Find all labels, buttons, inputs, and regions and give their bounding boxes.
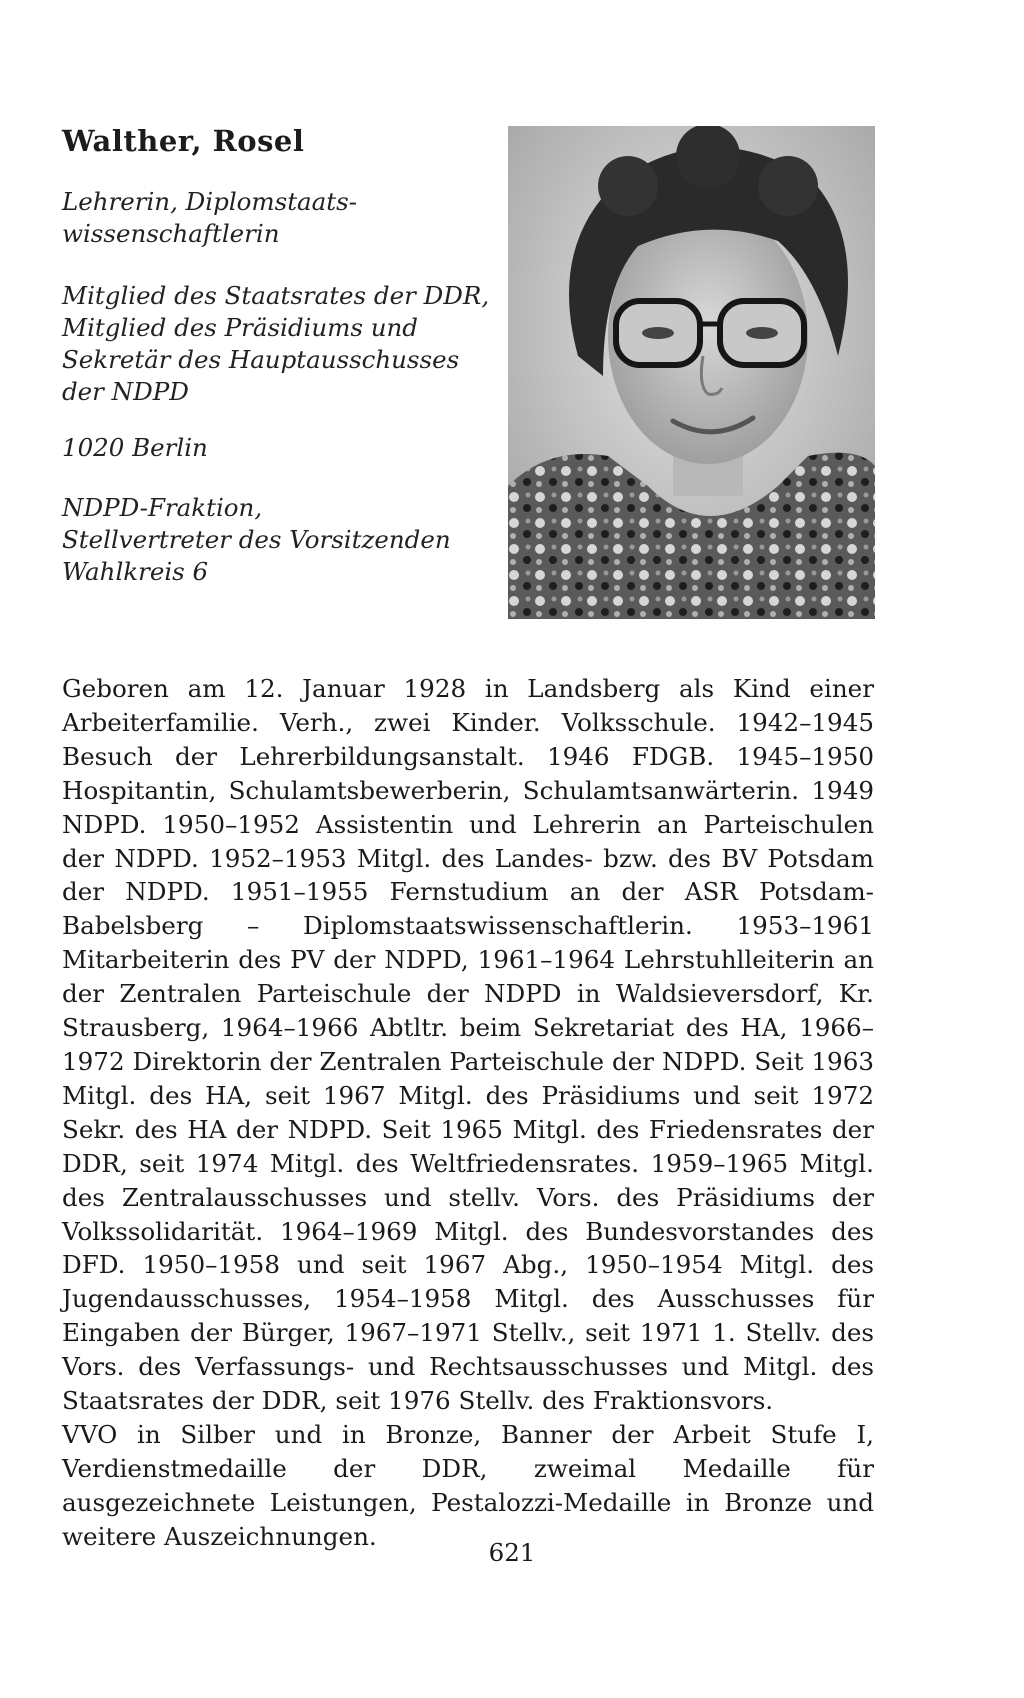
faction-line: NDPD-Fraktion,	[62, 493, 263, 522]
person-name: Walther, Rosel	[62, 124, 305, 158]
position-line: Mitglied des Staatsrates der DDR,	[62, 281, 490, 310]
faction-line: Stellvertreter des Vorsitzenden	[62, 525, 451, 554]
position-line: der NDPD	[62, 377, 189, 406]
biography	[62, 672, 874, 1554]
page-number: 621	[488, 1538, 536, 1567]
awards-paragraph: VVO in Silber und in Bronze, Banner der Arbeit Stufe I, Verdienstmedaille der DDR, zweimal Medaille für ausgezeichnete Leistungen, Pestalozzi-Medaille in Bronze und weitere Auszeichnungen.	[62, 1419, 874, 1551]
portrait-photo	[508, 126, 875, 619]
position-line: Sekretär des Hauptausschusses	[62, 345, 460, 374]
profession-line: Lehrerin, Diplomstaats-	[62, 187, 357, 216]
profession-line: wissenschaftlerin	[62, 219, 280, 248]
position-line: Mitglied des Präsidiums und	[62, 313, 418, 342]
faction-line: Wahlkreis 6	[62, 557, 209, 586]
positions	[62, 280, 489, 408]
city: 1020 Berlin	[62, 433, 208, 462]
faction	[62, 492, 451, 588]
profession	[62, 186, 357, 250]
biography-paragraph: Geboren am 12. Januar 1928 in Landsberg als Kind einer Arbeiterfamilie. Verh., zwei Kinder. Volksschule. 1942–1945 Besuch der Lehrerbildungsanstalt. 1946 FDGB. 1945–1950 Hospitantin, Schulamtsbewerberin, Schulamtsanwärterin. 1949 NDPD. 1950–1952 Assistentin und Lehrerin an Parteischulen der NDPD. 1952–1953 Mitgl. des Landes- bzw. des BV Potsdam der NDPD. 1951–1955 Fernstudium an der ASR Potsdam-Babelsberg – Diplomstaatswissenschaftlerin. 1953–1961 Mitarbeiterin des PV der NDPD, 1961–1964 Lehrstuhlleiterin an der Zentralen Parteischule der NDPD in Waldsieversdorf, Kr. Strausberg, 1964–1966 Abtltr. beim Sekretariat des HA, 1966–1972 Direktorin der Zentralen Parteischule der NDPD. Seit 1963 Mitgl. des HA, seit 1967 Mitgl. des Präsidiums und seit 1972 Sekr. des HA der NDPD. Seit 1965 Mitgl. des Friedensrates der DDR, seit 1974 Mitgl. des Weltfriedensrates. 1959–1965 Mitgl. des Zentralausschusses und stellv. Vors. des Präsidiums der Volkssolidarität. 1964–1969 Mitgl. des Bundesvorstandes des DFD. 1950–1958 und seit 1967 Abg., 1950–1954 Mitgl. des Jugendausschusses, 1954–1958 Mitgl. des Ausschusses für Eingaben der Bürger, 1967–1971 Stellv., seit 1971 1. Stellv. des Vors. des Verfassungs- und Rechtsausschusses und Mitgl. des Staatsrates der DDR, seit 1976 Stellv. des Fraktionsvors.	[62, 674, 874, 1416]
